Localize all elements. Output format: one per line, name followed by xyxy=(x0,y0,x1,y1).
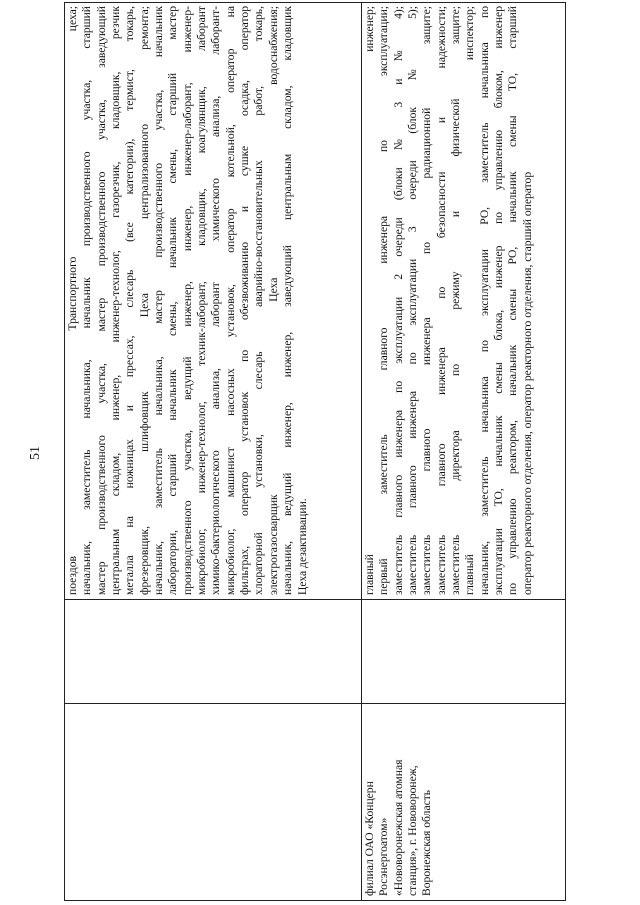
positions-cell xyxy=(362,3,566,600)
organization-line: станция», г. Нововоронеж, xyxy=(406,765,420,896)
position-line: поездов Транспортного цеха; xyxy=(66,6,79,595)
position-line: первый заместитель главного инженера по эксплуатации; xyxy=(377,6,391,595)
position-line: эксплуатации ТО, начальник смены блока, инженер по управлению блоком, инженер xyxy=(492,6,506,595)
position-line: лаборатории, старший начальник смены, начальник смены, старший мастер xyxy=(166,6,180,595)
position-line: производственного участка, ведущий инженер, инженер, инженер-лаборант, инженер- xyxy=(180,6,194,595)
position-line: заместитель директора по режиму и физической защите; xyxy=(449,6,463,595)
table-row xyxy=(65,3,362,901)
position-line: центральным складом, инженер, инженер-технолог, газорезчик, кладовщик, резчик xyxy=(109,6,123,595)
position-line: химико-бактериологического анализа, лаборант химического анализа, лаборант- xyxy=(209,6,223,595)
position-line: мастер производственного участка, мастер производственного участка, заведующий xyxy=(94,6,108,595)
position-line: заместитель главного инженера по эксплуатации 3 очереди (блок № 5); xyxy=(406,6,420,595)
position-line: главный инженер; xyxy=(363,6,376,595)
position-line: оператор реакторного отделения, оператор реакторного отделения, старший оператор xyxy=(520,171,534,595)
position-line: электрогазосварщик Цеха водоснабжения; xyxy=(266,6,280,595)
position-line: начальник, ведущий инженер, инженер, заведующий центральным складом, кладовщик xyxy=(281,6,295,595)
position-line: начальник, заместитель начальника, начальник производственного участка, старший xyxy=(80,6,94,595)
organizations-table xyxy=(64,2,566,901)
position-line: хлораторной установки, слесарь аварийно-восстановительных работ, токарь, xyxy=(252,6,266,595)
position-line: Цеха дезактивации. xyxy=(295,498,309,595)
organization-line: Росэнергоатом» xyxy=(377,817,391,896)
position-line: фрезеровщик, шлифовщик Цеха централизованного ремонта; xyxy=(137,6,151,595)
organization-line: «Нововоронежская атомная xyxy=(391,759,405,896)
position-line: металла на ножницах и прессах, слесарь (все категории), термист, токарь, xyxy=(123,6,137,595)
organization-cell xyxy=(362,704,566,901)
position-line: заместитель главного инженера по радиационной защите; xyxy=(420,6,434,595)
position-line: начальник, заместитель начальника, мастер производственного участка, начальник xyxy=(152,6,166,595)
organization-cell xyxy=(65,704,362,901)
position-line: микробиолог, инженер-технолог, техник-лаборант, кладовщик, коагулянщик, лаборант xyxy=(195,6,209,595)
position-line: начальник, заместитель начальника по эксплуатации РО, заместитель начальника по xyxy=(477,6,491,595)
organization-line: филиал ОАО «Концерн xyxy=(363,781,376,896)
code-cell xyxy=(362,600,566,704)
position-line: главный инспектор; xyxy=(463,6,477,595)
table-row xyxy=(362,3,566,901)
position-line: заместитель главного инженера по эксплуатации 2 очереди (блоки № 3 и № 4); xyxy=(391,6,405,595)
positions-cell xyxy=(65,3,362,600)
position-line: по управлению реактором, начальник смены РО, начальник смены ТО, старший xyxy=(506,6,520,595)
organization-line: Воронежская область xyxy=(420,789,434,896)
page-number: 51 xyxy=(28,446,43,460)
position-line: микробиолог, машинист насосных установок, оператор котельной, оператор на xyxy=(223,6,237,595)
position-line: фильтрах, оператор установок по обезвоживанию и сушке осадка, оператор xyxy=(238,6,252,595)
code-cell xyxy=(65,600,362,704)
position-line: заместитель главного инженера по безопасности и надежности; xyxy=(434,6,448,595)
